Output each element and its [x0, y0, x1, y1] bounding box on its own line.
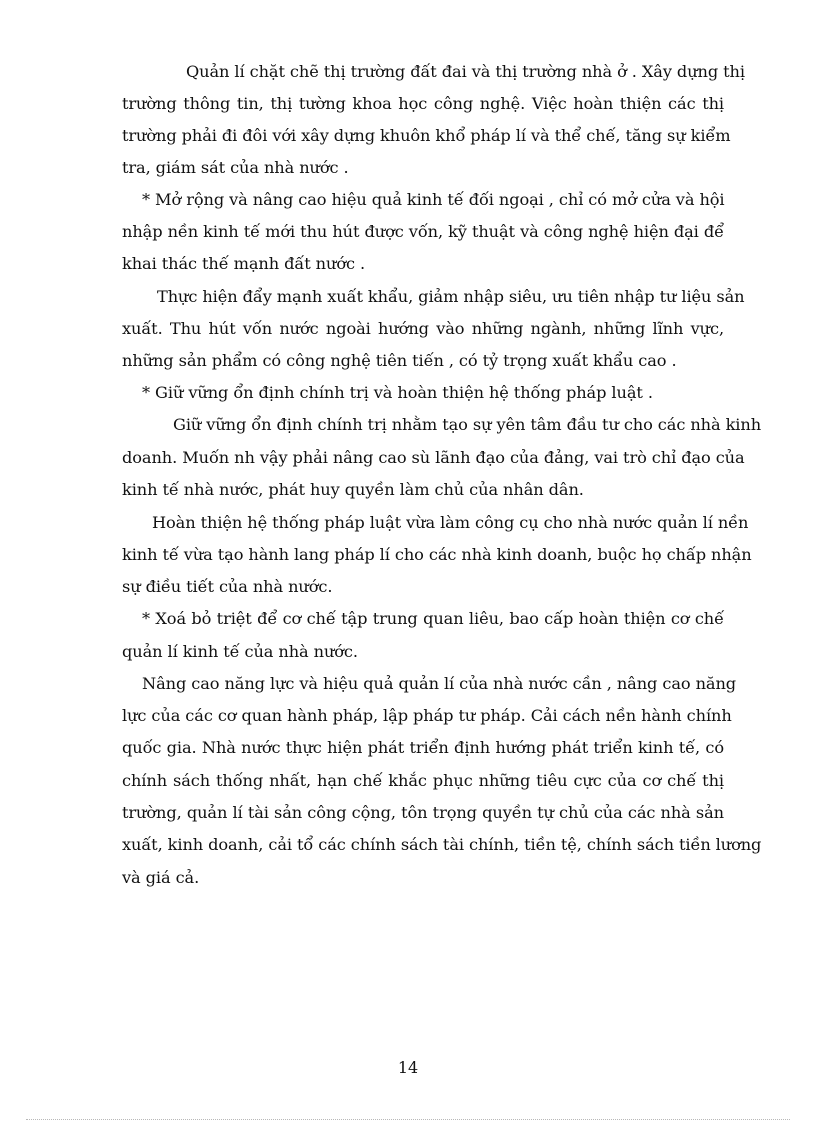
text-line: doanh. Muốn nh vậy phải nâng cao sù lãnh đạo của đảng, vai trò chỉ đạo của: [122, 448, 745, 467]
text-line: Nâng cao năng lực và hiệu quả quản lí của nhà nước cần , nâng cao năng: [142, 674, 737, 693]
text-line: Giữ vững ổn định chính trị nhằm tạo sự yên tâm đầu tư cho các nhà kinh: [173, 415, 762, 434]
text-line: khai thác thế mạnh đất nước .: [122, 254, 366, 273]
text-line: xuất, kinh doanh, cải tổ các chính sách tài chính, tiền tệ, chính sách tiền lương: [122, 835, 762, 854]
text-line: chính sách thống nhất, hạn chế khắc phục những tiêu cực của cơ chế thị: [122, 771, 724, 790]
text-line: * Xoá bỏ triệt để cơ chế tập trung quan liêu, bao cấp hoàn thiện cơ chế: [142, 609, 724, 628]
text-line: trường phải đi đôi với xây dựng khuôn khổ pháp lí và thể chế, tăng sự kiểm: [122, 126, 731, 145]
text-line: quốc gia. Nhà nước thực hiện phát triển định hướng phát triển kinh tế, có: [122, 738, 724, 757]
text-line: * Mở rộng và nâng cao hiệu quả kinh tế đối ngoại , chỉ có mở cửa và hội: [142, 190, 725, 209]
text-line: lực của các cơ quan hành pháp, lập pháp tư pháp. Cải cách nền hành chính: [122, 706, 732, 725]
text-line: nhập nền kinh tế mới thu hút được vốn, kỹ thuật và công nghệ hiện đại để: [122, 222, 724, 241]
text-line: sự điều tiết của nhà nước.: [122, 577, 333, 596]
text-line: Hoàn thiện hệ thống pháp luật vừa làm công cụ cho nhà nước quản lí nền: [152, 513, 749, 532]
text-line: kinh tế nhà nước, phát huy quyền làm chủ của nhân dân.: [122, 480, 584, 499]
text-line: * Giữ vững ổn định chính trị và hoàn thiện hệ thống pháp luật .: [142, 383, 653, 402]
text-line: và giá cả.: [122, 868, 200, 887]
text-line: trường thông tin, thị tường khoa học công nghệ. Việc hoàn thiện các thị: [122, 94, 724, 113]
text-line: Thực hiện đẩy mạnh xuất khẩu, giảm nhập siêu, ưu tiên nhập tư liệu sản: [157, 287, 745, 306]
text-line: trường, quản lí tài sản công cộng, tôn trọng quyền tự chủ của các nhà sản: [122, 803, 724, 822]
page-number: 14: [397, 1058, 419, 1077]
text-line: Quản lí chặt chẽ thị trường đất đai và thị trường nhà ở . Xây dựng thị: [186, 62, 745, 81]
text-line: quản lí kinh tế của nhà nước.: [122, 642, 358, 661]
text-line: những sản phẩm có công nghệ tiên tiến , có tỷ trọng xuất khẩu cao .: [122, 351, 677, 370]
text-line: tra, giám sát của nhà nước .: [122, 158, 349, 177]
page-bottom-divider: [26, 1119, 790, 1120]
text-line: kinh tế vừa tạo hành lang pháp lí cho các nhà kinh doanh, buộc họ chấp nhận: [122, 545, 752, 564]
text-line: xuất. Thu hút vốn nước ngoài hướng vào những ngành, những lĩnh vực,: [122, 319, 724, 338]
